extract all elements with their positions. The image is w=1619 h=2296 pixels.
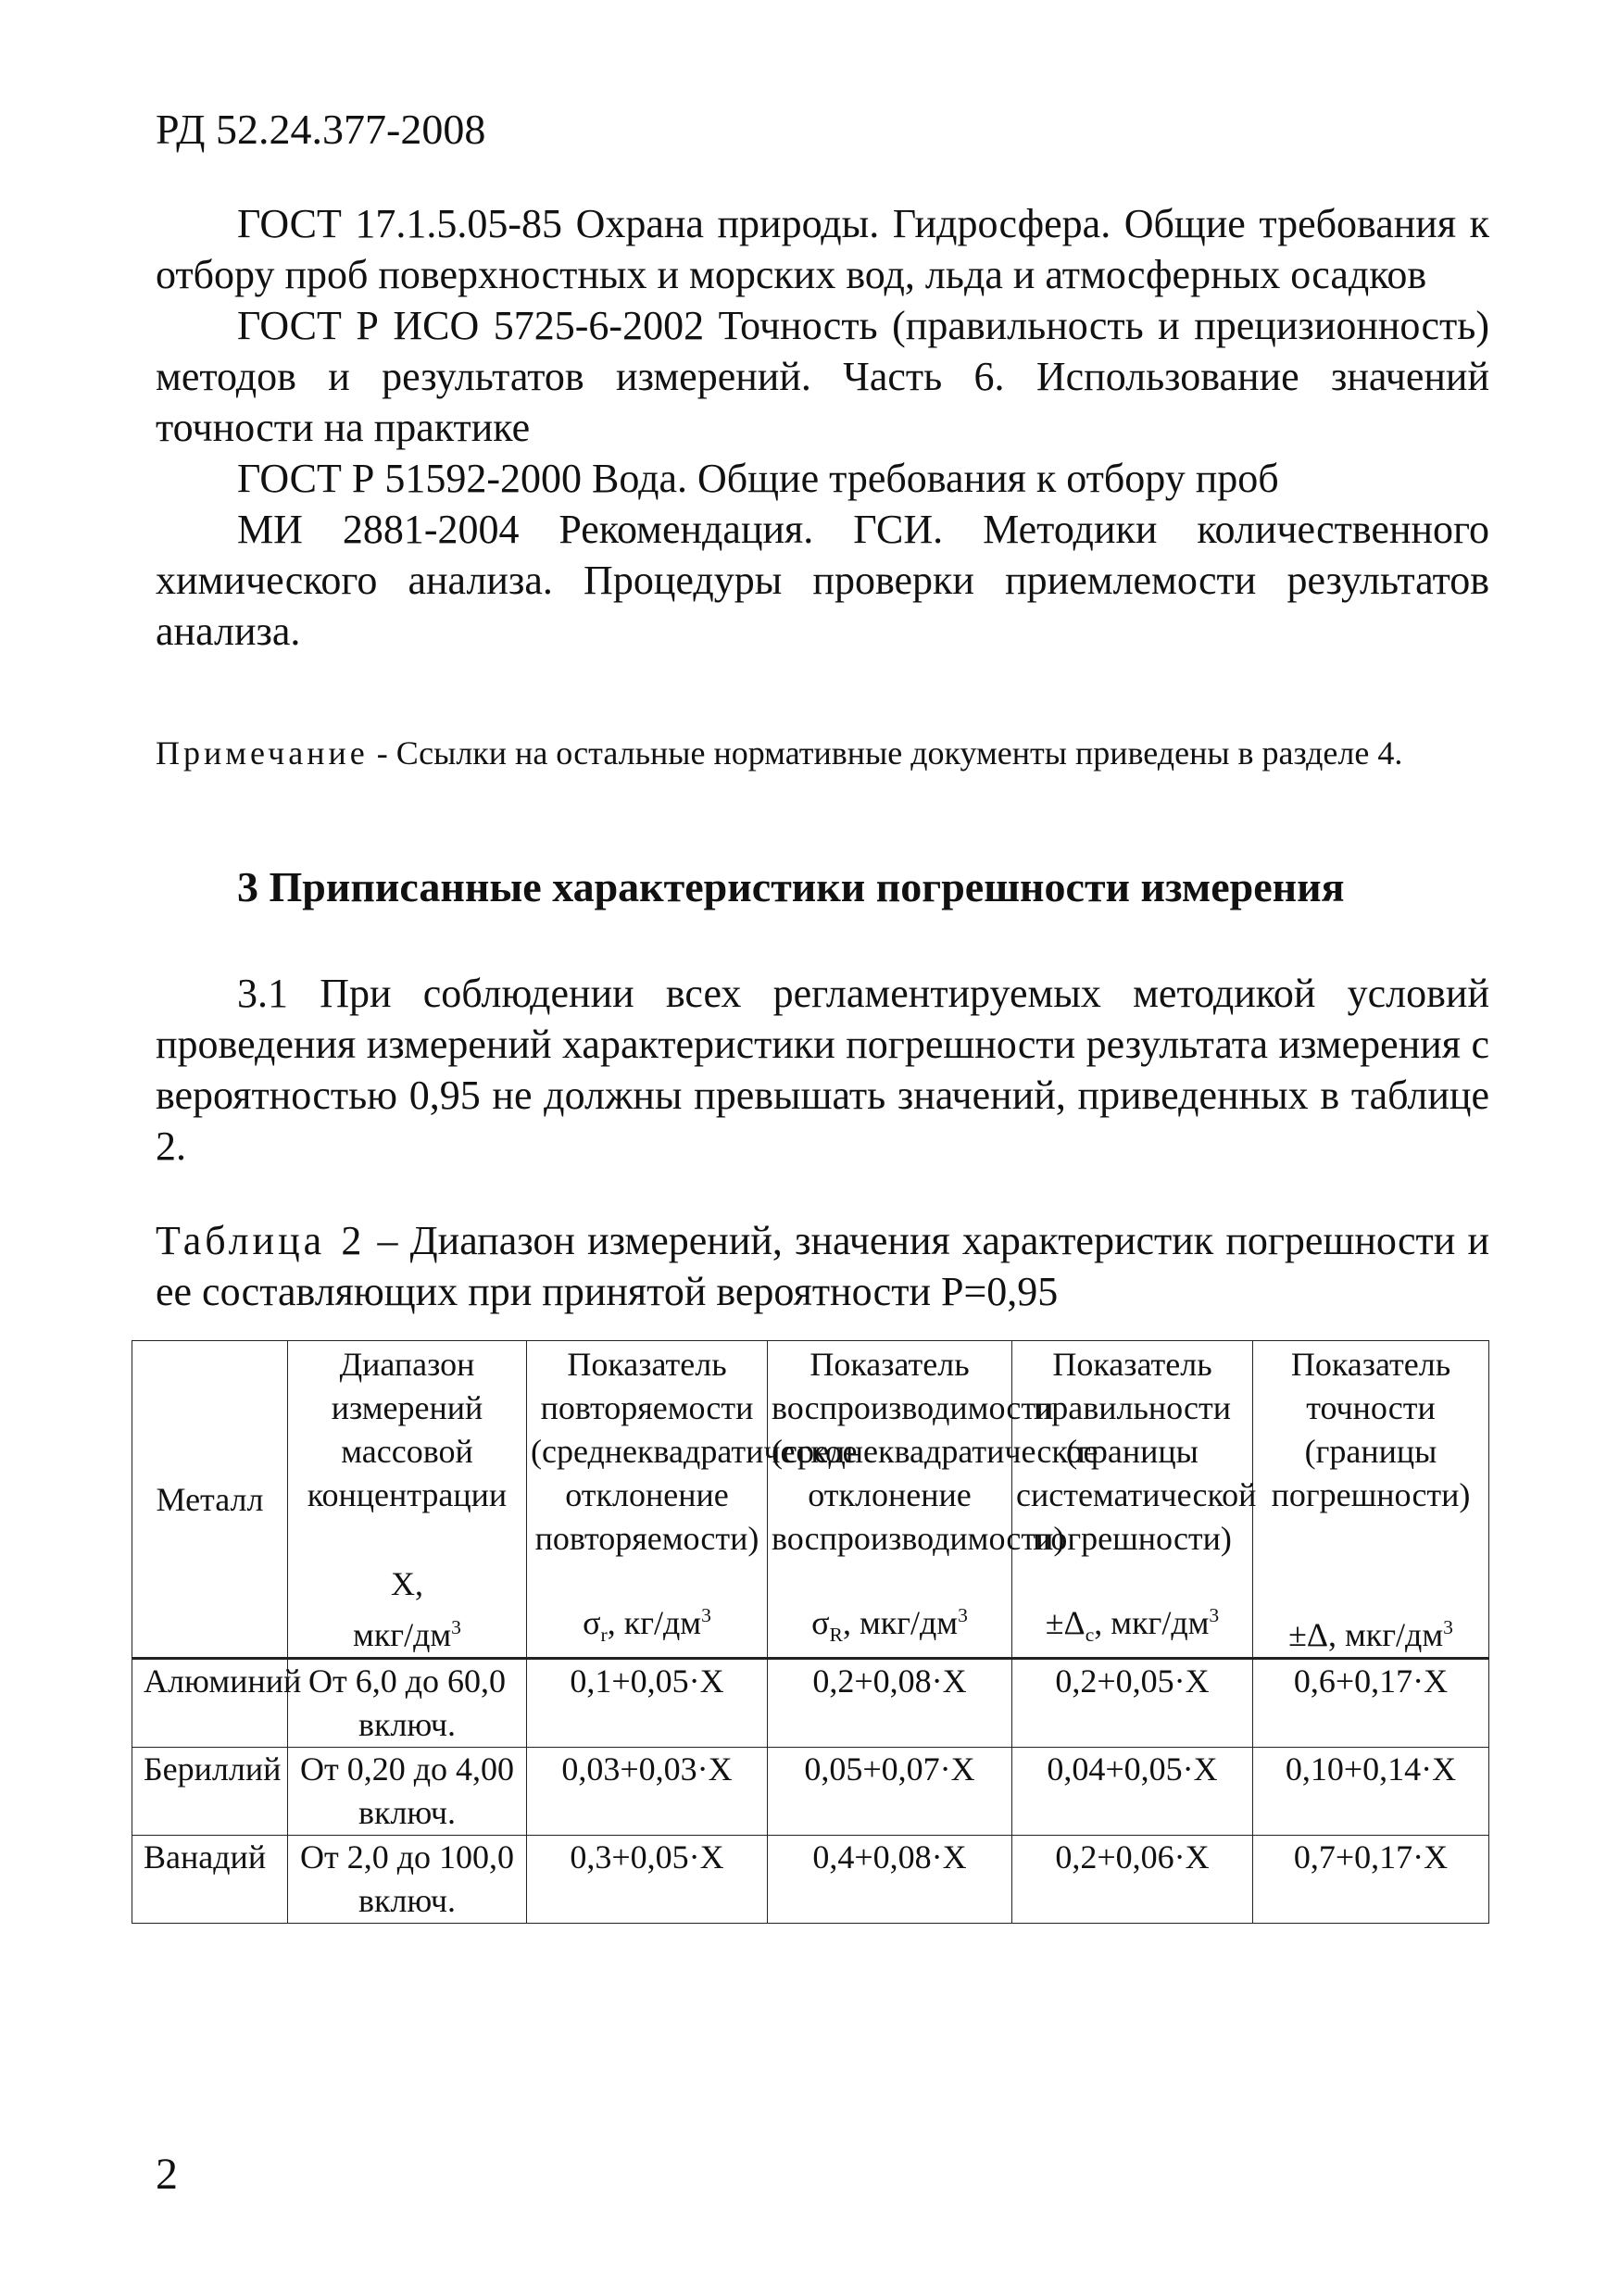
reference-item: МИ 2881-2004 Рекомендация. ГСИ. Методики количественного химического анализа. Процедуры проверки приемлемости результатов анализа. (156, 507, 1489, 654)
cell-repeatability: 0,03+0,03·X (527, 1748, 768, 1836)
note-text: - Ссылки на остальные нормативные документы приведены в разделе 4. (368, 734, 1403, 772)
column-header-correctness: Показатель правильности (границы систематической погрешности) (1012, 1341, 1253, 1562)
table-row (132, 1659, 1489, 1748)
cell-correctness: 0,04+0,05·X (1012, 1748, 1253, 1836)
document-header: РД 52.24.377-2008 (156, 106, 486, 153)
column-header-range: Диапазон измерений массовой концентрации (288, 1341, 527, 1562)
unit-repeatability: $\sigma_r$, $кг/дм^3$ (527, 1561, 768, 1659)
table-row (132, 1748, 1489, 1836)
cell-repeatability: 0,3+0,05·X (527, 1836, 768, 1924)
cell-range: От 0,20 до 4,00 включ. (288, 1748, 527, 1836)
column-header-metal: Металл (132, 1341, 288, 1659)
section-paragraph: 3.1 При соблюдении всех регламентируемых методикой условий проведения измерений характеристики погрешности результата измерения с вероятностью 0,95 не должны превышать значений, приведенных в таблице 2. (156, 971, 1489, 1169)
cell-metal: Ванадий (132, 1836, 288, 1924)
column-header-reproducibility: Показатель воспроизводимости (среднеквадратическое отклонение воспроизводимости) (768, 1341, 1012, 1562)
cell-correctness: 0,2+0,06·X (1012, 1836, 1253, 1924)
cell-reproducibility: 0,4+0,08·X (768, 1836, 1012, 1924)
cell-repeatability: 0,1+0,05·X (527, 1659, 768, 1748)
table-caption (156, 1215, 1489, 1317)
reference-item: ГОСТ Р ИСО 5725-6-2002 Точность (правильность и прецизионность) методов и результатов измерений. Часть 6. Использование значений точности на практике (156, 303, 1489, 450)
cell-reproducibility: 0,05+0,07·X (768, 1748, 1012, 1836)
reference-item: ГОСТ 17.1.5.05-85 Охрана природы. Гидросфера. Общие требования к отбору проб поверхностных и морских вод, льда и атмосферных осадков (156, 201, 1489, 297)
cell-accuracy: 0,6+0,17·X (1253, 1659, 1489, 1748)
cell-metal: Бериллий (132, 1748, 288, 1836)
unit-range: X, мкг/$дм^3$ (288, 1561, 527, 1659)
unit-correctness: $\pm\Delta_c$, мкг/$дм^3$ (1012, 1561, 1253, 1659)
cell-accuracy: 0,10+0,14·X (1253, 1748, 1489, 1836)
page-number: 2 (156, 2150, 178, 2199)
cell-accuracy: 0,7+0,17·X (1253, 1836, 1489, 1924)
column-header-accuracy: Показатель точности (границы погрешности) (1253, 1341, 1489, 1562)
data-table (132, 1340, 1489, 1924)
table-caption-label: Таблица 2 (156, 1218, 366, 1263)
table-row (132, 1836, 1489, 1924)
reference-item: ГОСТ Р 51592-2000 Вода. Общие требования к отбору проб (237, 456, 1279, 501)
note-label: Примечание (156, 734, 369, 772)
cell-metal: Алюминий (132, 1659, 288, 1748)
column-header-repeatability: Показатель повторяемости (среднеквадратическое отклонение повторяемости) (527, 1341, 768, 1562)
unit-reproducibility: $\sigma_R$, мкг/$дм^3$ (768, 1561, 1012, 1659)
cell-correctness: 0,2+0,05·X (1012, 1659, 1253, 1748)
section-title: 3 Приписанные характеристики погрешности измерения (237, 863, 1345, 910)
cell-range: От 6,0 до 60,0 включ. (288, 1659, 527, 1748)
note (156, 730, 1508, 776)
references-list (156, 198, 1489, 657)
table-caption-text: – Диапазон измерений, значения характеристик погрешности и ее составляющих при принятой вероятности Р=0,95 (156, 1218, 1489, 1314)
cell-reproducibility: 0,2+0,08·X (768, 1659, 1012, 1748)
cell-range: От 2,0 до 100,0 включ. (288, 1836, 527, 1924)
unit-accuracy: ±Δ, мкг/$дм^3$ (1253, 1561, 1489, 1659)
